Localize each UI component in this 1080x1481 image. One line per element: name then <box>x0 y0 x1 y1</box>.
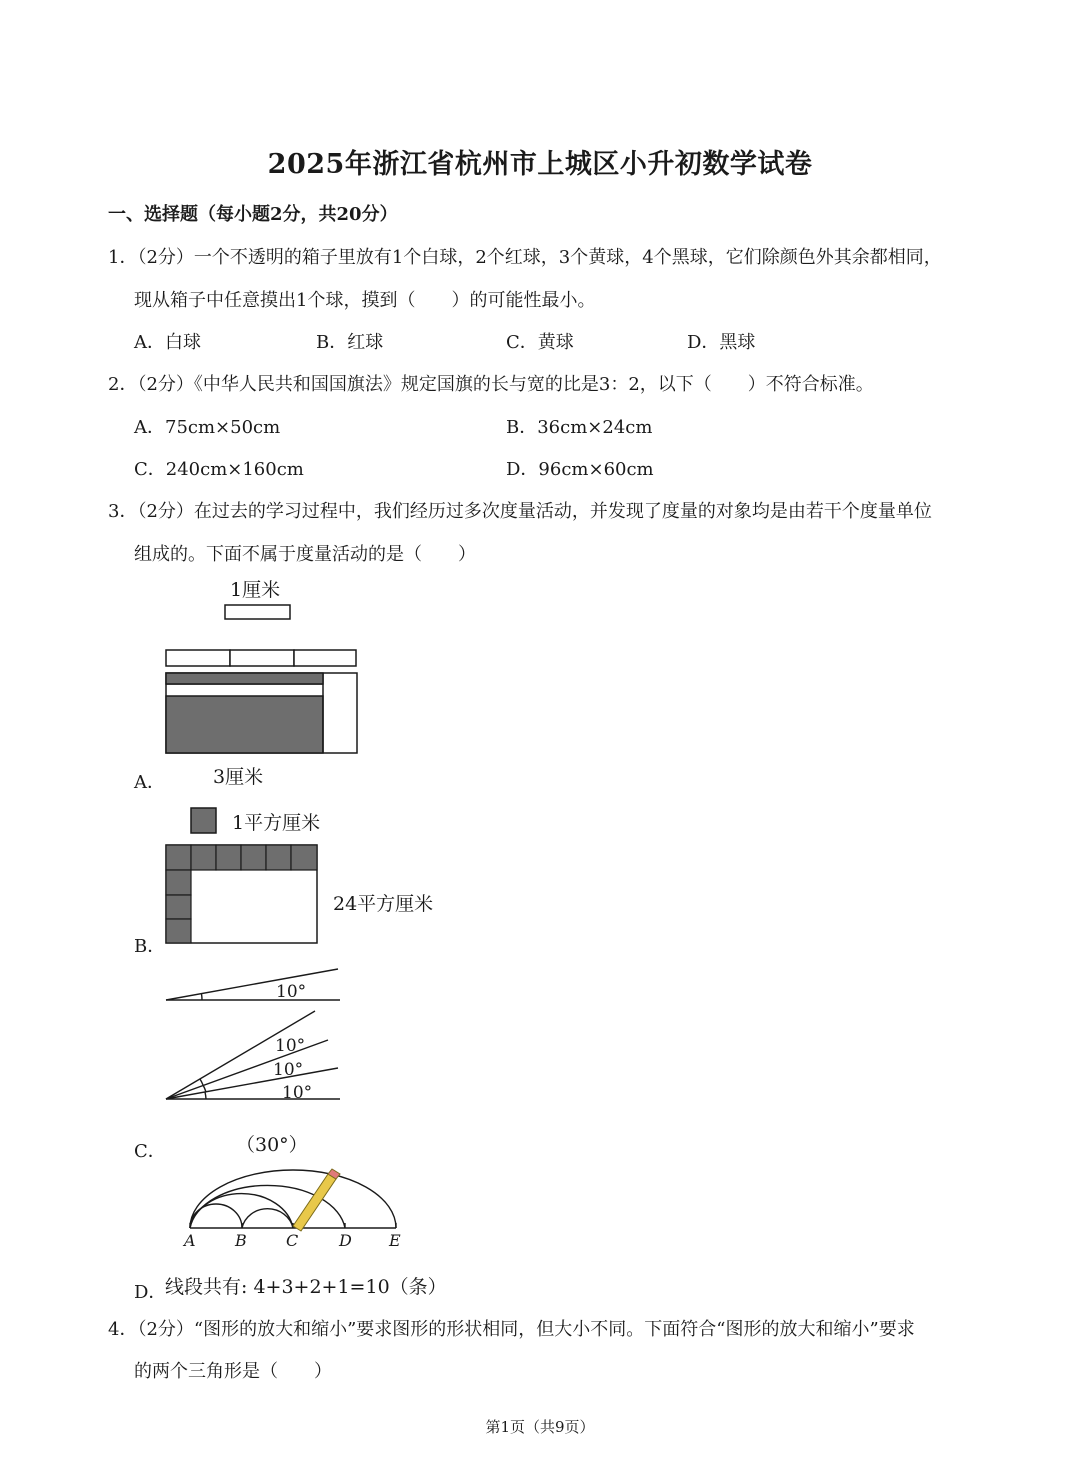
page-footer: 第1页（共9页） <box>485 1418 595 1436</box>
exam-title: 2025年浙江省杭州市上城区小升初数学试卷 <box>267 149 813 180</box>
q3-line2: 组成的。下面不属于度量活动的是（ ） <box>134 544 476 565</box>
section-heading: 一、选择题（每小题2分，共20分） <box>108 204 398 225</box>
point-label-a: A <box>184 1231 196 1250</box>
segment-rect-1 <box>166 650 230 666</box>
q1-option-b: B．红球 <box>316 332 384 353</box>
point-label-b: B <box>235 1231 247 1250</box>
segment-rect-2 <box>230 650 294 666</box>
angle-label-4: 10° <box>282 1083 313 1103</box>
q4-line2: 的两个三角形是（ ） <box>134 1361 332 1382</box>
q3-d-segment-figure <box>180 1160 410 1255</box>
q2-option-c: C．240cm×160cm <box>134 459 304 480</box>
q4-line1: 4．（2分）“图形的放大和缩小”要求图形的形状相同，但大小不同。下面符合“图形的放大和缩小”要求 <box>108 1319 915 1340</box>
q3-b-area-figure <box>160 803 325 948</box>
q1-line1: 1．（2分）一个不透明的箱子里放有1个白球，2个红球，3个黄球，4个黑球，它们除颜色外其余都相同， <box>108 247 942 268</box>
unit-squares-column <box>166 870 191 943</box>
q3-line1: 3．（2分）在过去的学习过程中，我们经历过多次度量活动，并发现了度量的对象均是由若干个度量单位 <box>108 501 932 522</box>
q1-option-c: C．黄球 <box>506 332 574 353</box>
pencil-icon <box>293 1169 340 1231</box>
q3-d-result-label: 线段共有: 4+3+2+1=10（条） <box>165 1276 447 1298</box>
q3-c-angle-figure <box>160 963 350 1108</box>
q3-option-d-letter: D． <box>134 1282 167 1303</box>
q3-option-c-letter: C． <box>134 1141 166 1162</box>
unit-length-rect <box>225 605 290 619</box>
q3-option-b-letter: B． <box>134 936 166 957</box>
point-label-e: E <box>389 1231 401 1250</box>
q3-option-a-letter: A． <box>134 772 165 793</box>
unit-squares-row <box>166 845 317 870</box>
q1-option-a: A．白球 <box>134 332 201 353</box>
q2-line1: 2．（2分）《中华人民共和国国旗法》规定国旗的长与宽的比是3：2，以下（ ）不符合标准。 <box>108 374 874 395</box>
q2-option-b: B．36cm×24cm <box>506 417 653 438</box>
q2-option-d: D．96cm×60cm <box>506 459 654 480</box>
q1-option-d: D．黑球 <box>687 332 756 353</box>
q3-b-unit-label: 1平方厘米 <box>232 812 321 834</box>
segment-rect-3 <box>294 650 356 666</box>
angle-label-2: 10° <box>275 1036 306 1056</box>
q1-line2: 现从箱子中任意摸出1个球，摸到（ ）的可能性最小。 <box>134 290 596 311</box>
angle-label-3: 10° <box>273 1060 304 1080</box>
point-label-d: D <box>339 1231 352 1250</box>
q3-a-unit-label: 1厘米 <box>230 579 281 601</box>
unit-square <box>191 808 216 833</box>
point-label-c: C <box>286 1231 299 1250</box>
q2-option-a: A．75cm×50cm <box>134 417 281 438</box>
q3-b-result-label: 24平方厘米 <box>333 893 434 915</box>
angle-label-1: 10° <box>276 982 307 1002</box>
q3-a-result-label: 3厘米 <box>213 766 264 788</box>
q3-c-result-label: （30°） <box>236 1134 308 1156</box>
q3-a-length-figure <box>160 600 365 760</box>
gray-block <box>166 696 323 753</box>
